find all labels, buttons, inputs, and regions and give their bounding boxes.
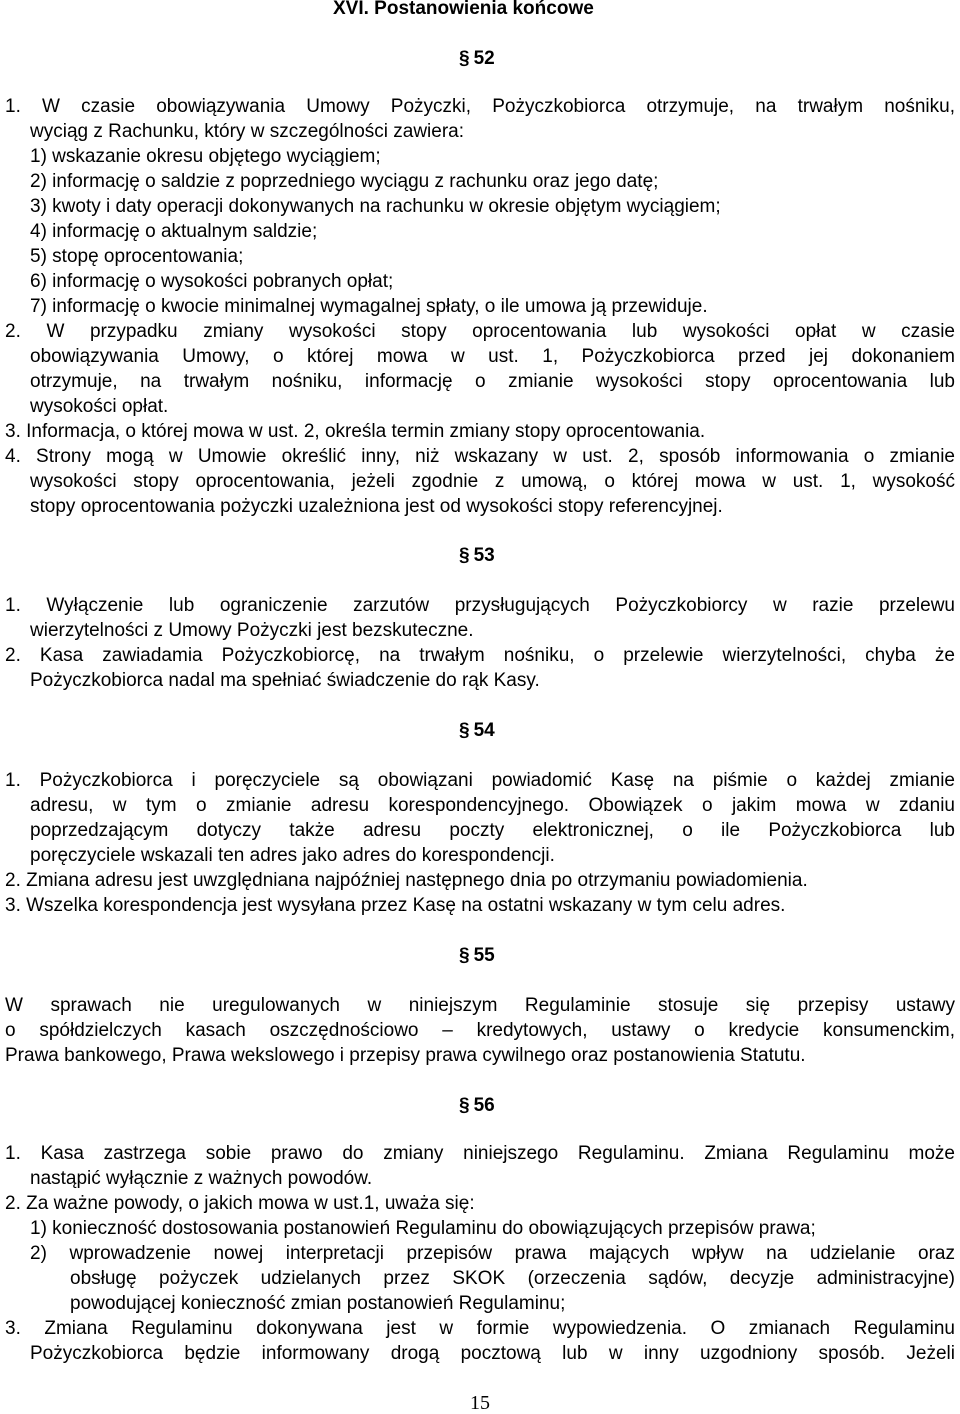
text-line: 1. Wyłączenie lub ograniczenie zarzutów przysługujących Pożyczkobiorcy w razie przelewu [5,595,955,616]
paragraph-sign: § [459,945,470,966]
section-number: 53 [473,545,495,566]
text-line: nastąpić wyłącznie z ważnych powodów. [30,1168,373,1189]
section-number: 56 [473,1095,495,1116]
text-line: o spółdzielczych kasach oszczędnościowo – kredytowych, ustawy o kredycie konsumenckim, [5,1020,955,1041]
text-line: 3. Wszelka korespondencja jest wysyłana przez Kasę na ostatni wskazany w tym celu adres. [5,895,786,916]
text-line: wysokości opłat. [30,396,169,417]
text-line: poręczyciele wskazali ten adres jako adres do korespondencji. [30,845,555,866]
text-line: Prawa bankowego, Prawa wekslowego i przepisy prawa cywilnego oraz postanowienia Statutu. [5,1045,806,1066]
text-line: Pożyczkobiorca będzie informowany drogą pocztową lub w inny uzgodniony sposób. Jeżeli [30,1343,955,1364]
section-heading-56 [459,1095,495,1117]
text-line: Pożyczkobiorca nadal ma spełniać świadczenie do rąk Kasy. [30,670,540,691]
list-item: 1) konieczność dostosowania postanowień Regulaminu do obowiązujących przepisów prawa; [30,1218,816,1239]
page-number: 15 [470,1392,490,1414]
paragraph-sign: § [459,545,470,566]
list-item: 7) informację o kwocie minimalnej wymagalnej spłaty, o ile umowa ją przewiduje. [30,296,708,317]
list-item: 6) informację o wysokości pobranych opłat; [30,271,394,292]
list-item: 5) stopę oprocentowania; [30,246,244,267]
text-line: 1. W czasie obowiązywania Umowy Pożyczki, Pożyczkobiorca otrzymuje, na trwałym nośniku, [5,96,955,117]
section-heading-55 [459,945,495,967]
text-line: otrzymuje, na trwałym nośniku, informację o zmianie wysokości stopy oprocentowania lub [30,371,955,392]
list-item: powodującej konieczność zmian postanowień Regulaminu; [70,1293,566,1314]
section-heading-53 [459,545,495,567]
text-line: 4. Strony mogą w Umowie określić inny, niż wskazany w ust. 2, sposób informowania o zmianie [5,446,955,467]
text-line: 3. Informacja, o której mowa w ust. 2, określa termin zmiany stopy oprocentowania. [5,421,706,442]
section-number: 52 [473,48,495,69]
list-item: obsługę pożyczek udzielanych przez SKOK (orzeczenia sądów, decyzje administracyjne) [70,1268,955,1289]
section-number: 55 [473,945,495,966]
text-line: 2. W przypadku zmiany wysokości stopy oprocentowania lub wysokości opłat w czasie [5,321,955,342]
list-item: 4) informację o aktualnym saldzie; [30,221,318,242]
section-heading-52 [459,48,495,70]
list-item: 3) kwoty i daty operacji dokonywanych na rachunku w okresie objętym wyciągiem; [30,196,721,217]
list-item: 1) wskazanie okresu objętego wyciągiem; [30,146,381,167]
text-line: 2. Kasa zawiadamia Pożyczkobiorcę, na trwałym nośniku, o przelewie wierzytelności, chyba że [5,645,955,666]
paragraph-sign: § [459,48,470,69]
text-line: poprzedzającym dotyczy także adresu poczty elektronicznej, o ile Pożyczkobiorca lub [30,820,955,841]
text-line: 2. Za ważne powody, o jakich mowa w ust.1, uważa się: [5,1193,475,1214]
text-line: stopy oprocentowania pożyczki uzależniona jest od wysokości stopy referencyjnej. [30,496,723,517]
text-line: 1. Kasa zastrzega sobie prawo do zmiany niniejszego Regulaminu. Zmiana Regulaminu może [5,1143,955,1164]
list-item: 2) informację o saldzie z poprzedniego wyciągu z rachunku oraz jego datę; [30,171,659,192]
text-line: wyciąg z Rachunku, który w szczególności zawiera: [30,121,465,142]
chapter-title: XVI. Postanowienia końcowe [333,0,594,19]
paragraph-sign: § [459,1095,470,1116]
list-item: 2) wprowadzenie nowej interpretacji przepisów prawa mających wpływ na udzielanie oraz [30,1243,955,1264]
text-line: wierzytelności z Umowy Pożyczki jest bezskuteczne. [30,620,474,641]
text-line: 1. Pożyczkobiorca i poręczyciele są obowiązani powiadomić Kasę na piśmie o każdej zmianie [5,770,955,791]
text-line: adresu, w tym o zmianie adresu korespondencyjnego. Obowiązek o jakim mowa w zdaniu [30,795,955,816]
section-number: 54 [473,720,495,741]
text-line: 3. Zmiana Regulaminu dokonywana jest w formie wypowiedzenia. O zmianach Regulaminu [5,1318,955,1339]
text-line: 2. Zmiana adresu jest uwzględniana najpóźniej następnego dnia po otrzymaniu powiadomienia. [5,870,808,891]
text-line: obowiązywania Umowy, o której mowa w ust. 1, Pożyczkobiorca przed jej dokonaniem [30,346,955,367]
text-line: W sprawach nie uregulowanych w niniejszym Regulaminie stosuje się przepisy ustawy [5,995,955,1016]
section-heading-54 [459,720,495,742]
text-line: wysokości stopy oprocentowania, jeżeli zgodnie z umową, o której mowa w ust. 1, wysokość [30,471,955,492]
paragraph-sign: § [459,720,470,741]
